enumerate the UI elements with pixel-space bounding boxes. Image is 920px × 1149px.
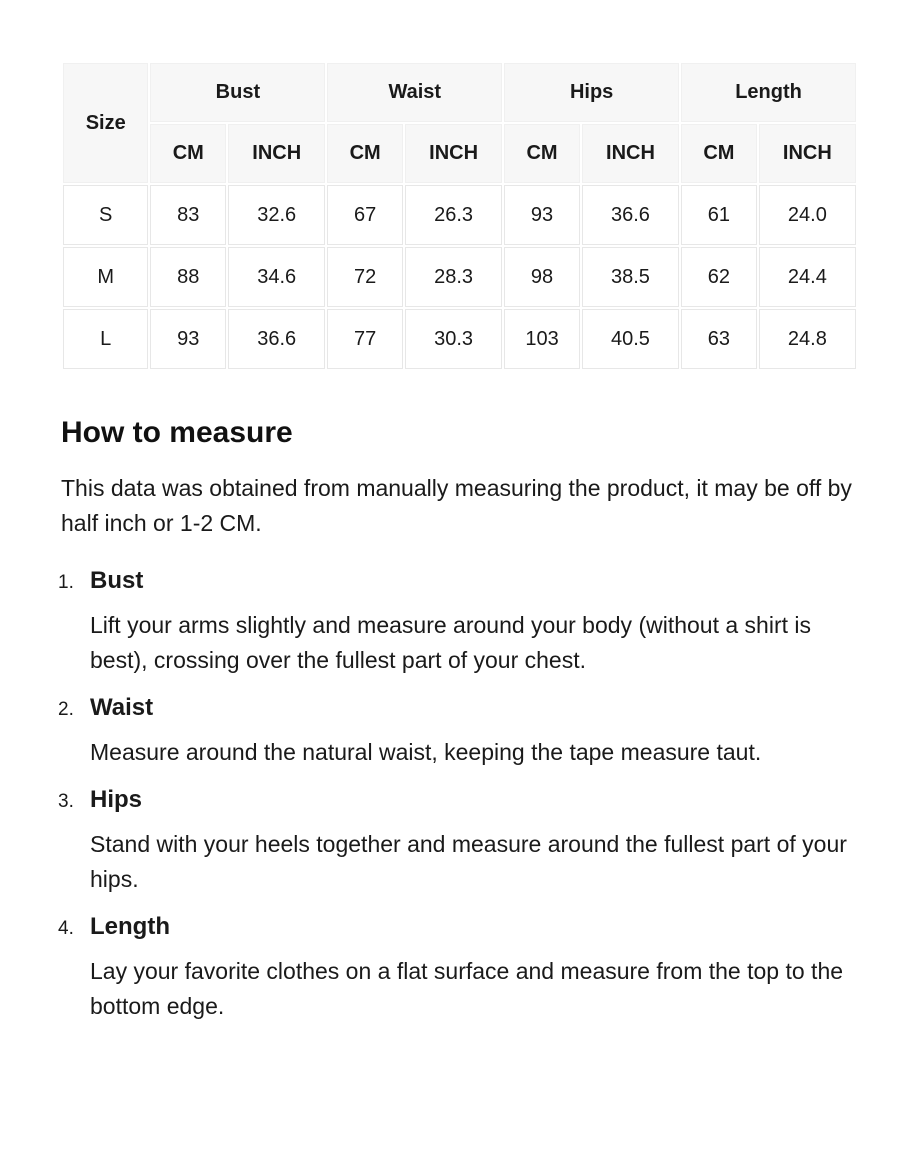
unit-header-waist-inch: INCH: [405, 124, 502, 183]
unit-header-length-inch: INCH: [759, 124, 856, 183]
size-label: M: [63, 247, 148, 307]
size-chart-header: [63, 63, 856, 183]
unit-header-waist-cm: CM: [327, 124, 403, 183]
table-cell: 24.0: [759, 185, 856, 245]
measure-steps-list: [58, 567, 858, 1024]
table-cell: 24.8: [759, 309, 856, 369]
table-cell: 28.3: [405, 247, 502, 307]
group-header-hips: Hips: [504, 63, 679, 122]
list-item-bust: [58, 567, 858, 678]
table-cell: 30.3: [405, 309, 502, 369]
step-term: Length: [90, 912, 170, 940]
table-cell: 61: [681, 185, 757, 245]
step-description: Measure around the natural waist, keeping the tape measure taut.: [90, 738, 762, 765]
size-chart-table: [61, 61, 858, 371]
table-cell: 62: [681, 247, 757, 307]
unit-header-bust-inch: INCH: [228, 124, 325, 183]
group-header-waist: Waist: [327, 63, 502, 122]
table-cell: 103: [504, 309, 580, 369]
table-cell: 98: [504, 247, 580, 307]
step-number: 4.: [58, 917, 74, 939]
size-column-header: Size: [63, 63, 148, 183]
table-cell: 24.4: [759, 247, 856, 307]
table-cell: 36.6: [582, 185, 679, 245]
step-number: 1.: [58, 572, 74, 593]
table-row-size-l: [63, 309, 856, 369]
list-item-waist: [58, 693, 858, 770]
group-header-length: Length: [681, 63, 856, 122]
size-label: L: [63, 309, 148, 369]
group-header-bust: Bust: [150, 63, 325, 122]
size-chart-body: [63, 185, 856, 369]
unit-header-bust-cm: CM: [150, 124, 226, 183]
table-cell: 83: [150, 185, 226, 245]
table-cell: 63: [681, 309, 757, 369]
table-cell: 72: [327, 247, 403, 307]
step-description: Lay your favorite clothes on a flat surface and measure from the top to the bottom edge.: [90, 957, 844, 1019]
table-cell: 38.5: [582, 247, 679, 307]
table-cell: 67: [327, 185, 403, 245]
table-cell: 93: [504, 185, 580, 245]
step-term: Bust: [90, 567, 144, 594]
table-cell: 93: [150, 309, 226, 369]
step-number: 3.: [58, 790, 74, 812]
step-description: Lift your arms slightly and measure around your body (without a shirt is best), crossing over the fullest part of your chest.: [90, 612, 811, 673]
table-cell: 36.6: [228, 309, 325, 369]
list-item-length: [58, 912, 858, 1024]
measure-intro-text: This data was obtained from manually measuring the product, it may be off by half inch or 1-2 CM.: [61, 475, 852, 536]
table-row-size-s: [63, 185, 856, 245]
table-cell: 34.6: [228, 247, 325, 307]
unit-header-hips-inch: INCH: [582, 124, 679, 183]
table-cell: 40.5: [582, 309, 679, 369]
table-row-size-m: [63, 247, 856, 307]
size-label: S: [63, 185, 148, 245]
step-description: Stand with your heels together and measure around the fullest part of your hips.: [90, 830, 847, 892]
table-cell: 32.6: [228, 185, 325, 245]
how-to-measure-title: How to measure: [61, 416, 293, 449]
list-item-hips: [58, 785, 858, 897]
step-term: Waist: [90, 693, 154, 721]
unit-header-length-cm: CM: [681, 124, 757, 183]
table-cell: 77: [327, 309, 403, 369]
unit-header-hips-cm: CM: [504, 124, 580, 183]
table-cell: 26.3: [405, 185, 502, 245]
step-term: Hips: [90, 785, 143, 813]
step-number: 2.: [58, 698, 74, 720]
table-cell: 88: [150, 247, 226, 307]
